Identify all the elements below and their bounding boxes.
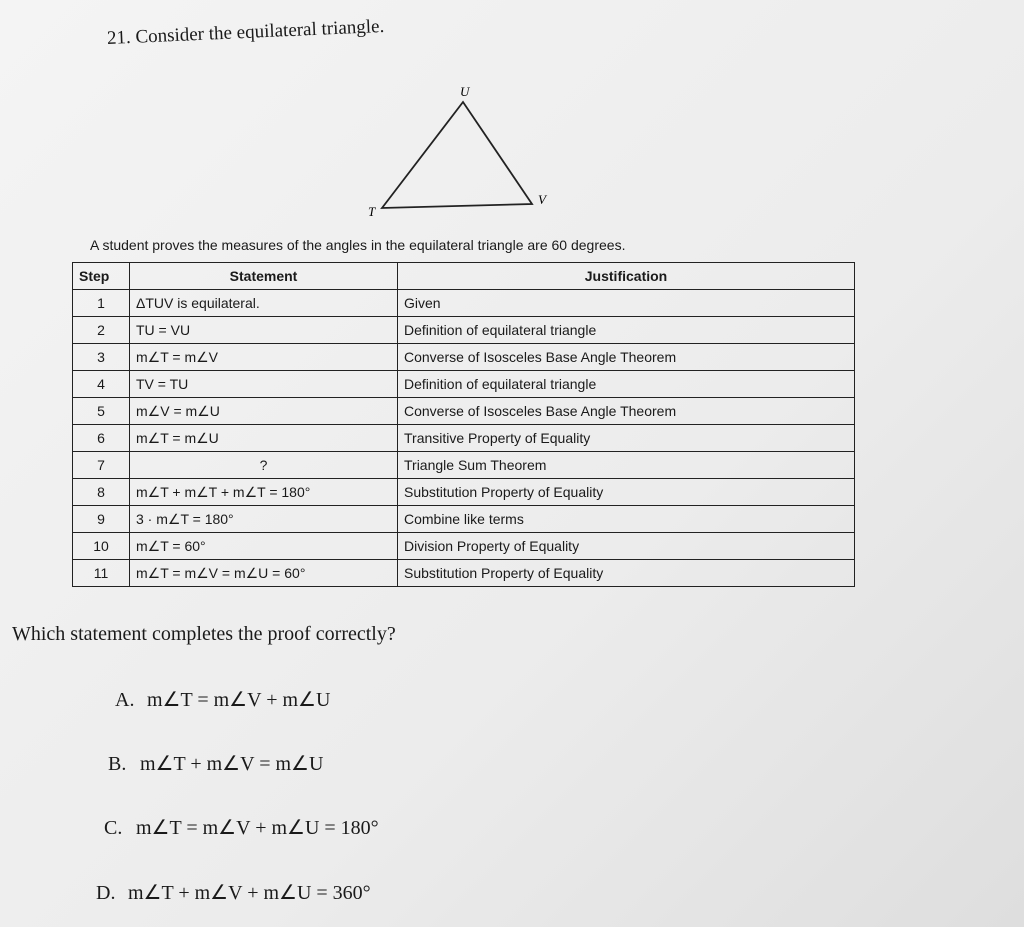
statement-cell: m∠T = m∠V [130,344,398,371]
proof-table-wrapper [72,262,855,587]
option-text: m∠T = m∠V + m∠U = 180° [136,817,379,839]
step-cell: 2 [73,317,130,344]
option-text: m∠T = m∠V + m∠U [147,689,331,711]
step-cell: 1 [73,290,130,317]
intro-text: A student proves the measures of the angles in the equilateral triangle are 60 degrees. [90,237,626,253]
step-cell: 10 [73,533,130,560]
justification-cell: Combine like terms [398,506,855,533]
justification-cell: Given [398,290,855,317]
statement-cell: ΔTUV is equilateral. [130,290,398,317]
justification-cell: Triangle Sum Theorem [398,452,855,479]
option-text: m∠T + m∠V + m∠U = 360° [128,882,371,904]
justification-cell: Substitution Property of Equality [398,560,855,587]
statement-cell: 3 · m∠T = 180° [130,506,398,533]
option-d[interactable] [96,881,371,905]
statement-cell: m∠T = m∠V = m∠U = 60° [130,560,398,587]
step-cell: 9 [73,506,130,533]
option-letter: A. [115,689,135,711]
question-text: Which statement completes the proof correctly? [12,623,396,645]
header-step: Step [73,263,130,290]
justification-cell: Division Property of Equality [398,533,855,560]
option-c[interactable] [104,816,379,840]
triangle-shape [382,102,532,208]
statement-cell: TU = VU [130,317,398,344]
table-row [73,344,855,371]
option-a[interactable] [115,688,330,712]
justification-cell: Definition of equilateral triangle [398,317,855,344]
proof-table [72,262,855,587]
table-row [73,479,855,506]
step-cell: 4 [73,371,130,398]
table-row [73,317,855,344]
header-justification: Justification [398,263,855,290]
table-row [73,371,855,398]
option-letter: B. [108,753,127,775]
step-cell: 5 [73,398,130,425]
statement-cell: m∠V = m∠U [130,398,398,425]
vertex-label-v: V [538,192,546,207]
vertex-label-t: T [368,204,376,219]
option-b[interactable] [108,752,323,776]
table-row [73,290,855,317]
option-letter: C. [104,817,123,839]
header-statement: Statement [130,263,398,290]
step-cell: 8 [73,479,130,506]
option-letter: D. [96,882,116,904]
statement-cell: m∠T = m∠U [130,425,398,452]
table-row [73,506,855,533]
option-text: m∠T + m∠V = m∠U [140,753,324,775]
problem-title: 21. Consider the equilateral triangle. [106,15,385,49]
statement-cell: m∠T = 60° [130,533,398,560]
table-row [73,560,855,587]
step-cell: 7 [73,452,130,479]
step-cell: 6 [73,425,130,452]
justification-cell: Converse of Isosceles Base Angle Theorem [398,344,855,371]
statement-cell: ? [130,452,398,479]
table-row [73,533,855,560]
triangle-diagram [360,80,560,225]
table-row [73,452,855,479]
table-row [73,425,855,452]
table-row [73,398,855,425]
statement-cell: m∠T + m∠T + m∠T = 180° [130,479,398,506]
step-cell: 11 [73,560,130,587]
justification-cell: Transitive Property of Equality [398,425,855,452]
step-cell: 3 [73,344,130,371]
justification-cell: Substitution Property of Equality [398,479,855,506]
justification-cell: Definition of equilateral triangle [398,371,855,398]
vertex-label-u: U [460,84,470,99]
justification-cell: Converse of Isosceles Base Angle Theorem [398,398,855,425]
table-header-row [73,263,855,290]
statement-cell: TV = TU [130,371,398,398]
